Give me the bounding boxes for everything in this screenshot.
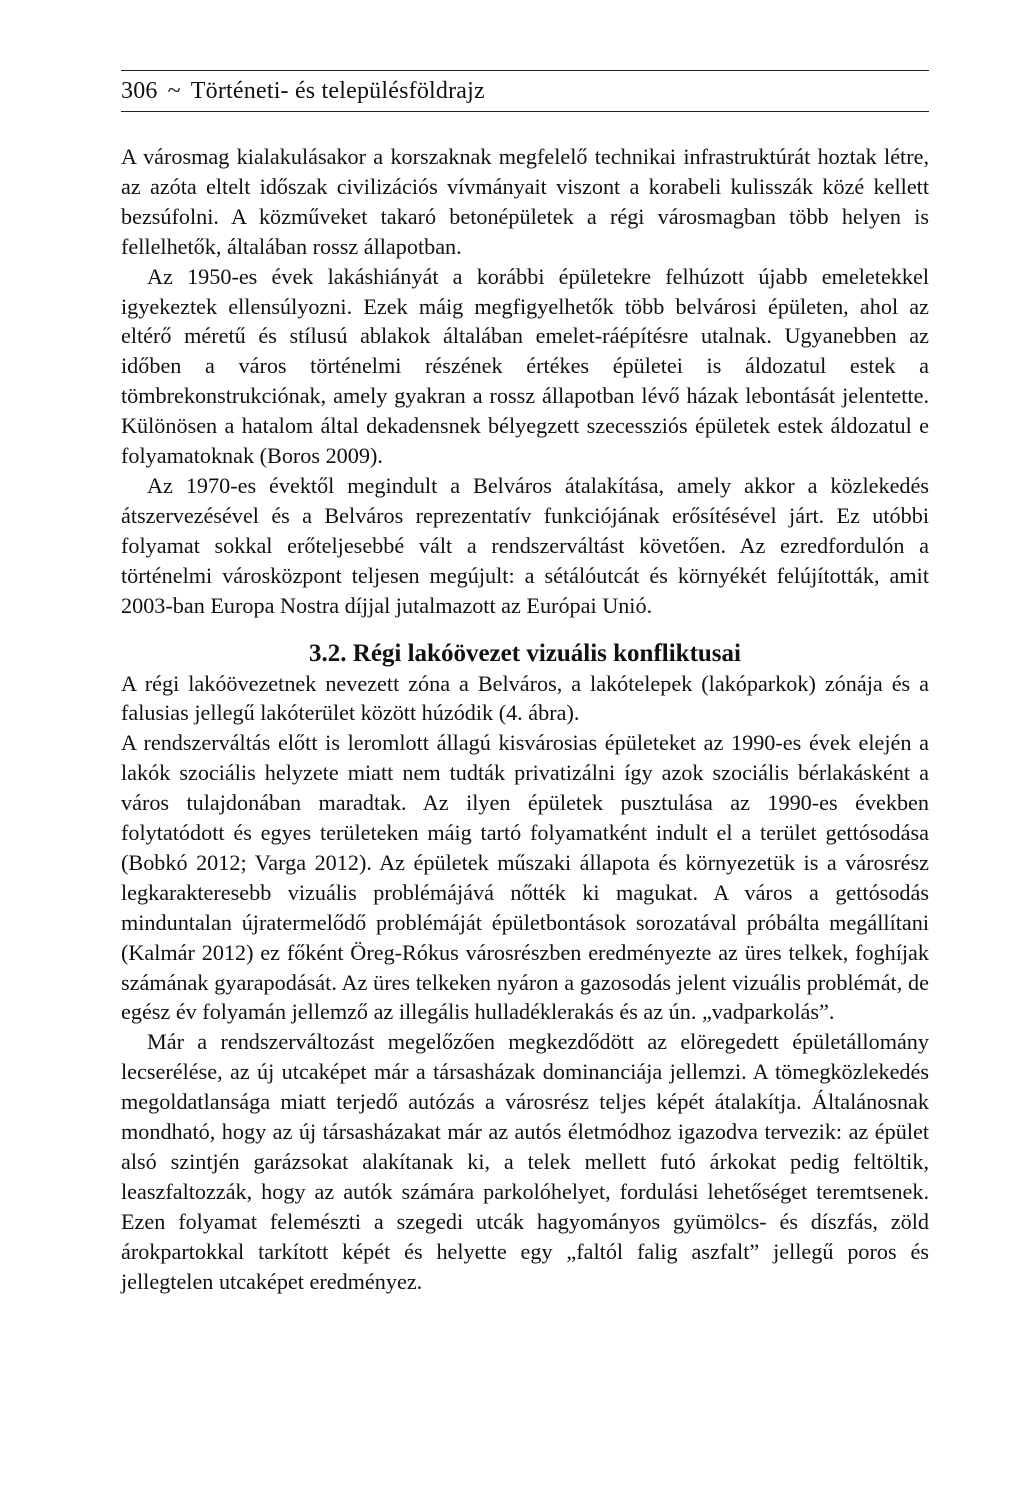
paragraph: Már a rendszerváltozást megelőzően megkezdődött az elöregedett épületállomány lecserélése, az új utcaképet már a társasházak dominanciája jellemzi. A tömegközlekedés megoldatlansága miatt terjedő autózás a városrész teljes képét átalakítja. Általánosnak mondható, hogy az új társasházakat már az autós életmódhoz igazodva tervezik: az épület alsó szintjén garázsokat alakítanak ki, a telek mellett futó árkokat pedig feltöltik, leaszfaltozzák, hogy az autók számára parkolóhelyet, fordulási lehetőséget teremtsenek. Ezen folyamat felemészti a szegedi utcák hagyományos gyümölcs- és díszfás, zöld árokpartokkal tarkított képét és helyette egy „faltól falig aszfalt” jellegű poros és jellegtelen utcaképet eredményez.: [121, 1029, 929, 1294]
section-heading: [121, 639, 929, 669]
section-title: Régi lakóövezet vizuális konfliktusai: [352, 639, 741, 667]
paragraph: A rendszerváltás előtt is leromlott állagú kisvárosias épületeket az 1990-es évek elején a lakók szociális helyzete miatt nem tudták privatizálni így azok szociális bérlakásként a város tulajdonában maradtak. Az ilyen épületek pusztulása az 1990-es években folytatódott és egyes területeken máig tartó folyamatként indult el a terület gettósodása (Bobkó 2012; Varga 2012). Az épületek műszaki állapota és környezetük is a városrész legkarakteresebb vizuális problémájává nőtték ki magukat. A város a gettósodás minduntalan újratermelődő problémáját épületbontások sorozatával próbálta megállítani (Kalmár 2012) ez főként Öreg-Rókus városrészben eredményezte az üres telkek, foghíjak számának gyarapodását. Az üres telkeken nyáron a gazosodás jelent vizuális problémát, de egész év folyamán jellemző az illegális hulladéklerakás és az ún. „vadparkolás”.: [121, 730, 929, 1025]
section-number: 3.2.: [309, 639, 347, 667]
header-separator: ~: [167, 78, 181, 104]
paragraph: Az 1950-es évek lakáshiányát a korábbi épületekre felhúzott újabb emeletekkel igyekeztek ellensúlyozni. Ezek máig megfigyelhetők több belvárosi épületen, ahol az eltérő méretű és stílusú ablakok általában emelet-ráépítésre utalnak. Ugyanebben az időben a város történelmi részének értékes épületei is áldozatul estek a tömbrekonstrukciónak, amely gyakran a rossz állapotban lévő házak lebontását jelentette. Különösen a hatalom által dekadensnek bélyegzett szecessziós épületek estek áldozatul e folyamatoknak (Boros 2009).: [121, 263, 929, 469]
paragraph: A régi lakóövezetnek nevezett zóna a Belváros, a lakótelepek (lakóparkok) zónája és a falusias jellegű lakóterület között húzódik (4. ábra).: [121, 670, 929, 726]
paragraph: Az 1970-es évektől megindult a Belváros átalakítása, amely akkor a közlekedés átszervezésével és a Belváros reprezentatív funkciójának erősítésével járt. Ez utóbbi folyamat sokkal erőteljesebbé vált a rendszerváltást követően. Az ezredfordulón a történelmi városközpont teljesen megújult: a sétálóutcát és környékét felújították, amit 2003-ban Europa Nostra díjjal jutalmazott az Európai Unió.: [121, 472, 929, 618]
page-number: 306: [121, 78, 158, 104]
running-title: Történeti- és településföldrajz: [190, 78, 485, 104]
running-header: [121, 70, 929, 112]
paragraph: A városmag kialakulásakor a korszaknak megfelelő technikai infrastruktúrát hoztak létre, az azóta eltelt időszak civilizációs vívmányait viszont a korabeli kulisszák közé kellett bezsúfolni. A közműveket takaró betonépületek a régi városmagban több helyen is fellelhetők, általában rossz állapotban.: [121, 144, 929, 259]
body-text: [121, 142, 929, 1297]
document-page: [121, 70, 929, 1297]
